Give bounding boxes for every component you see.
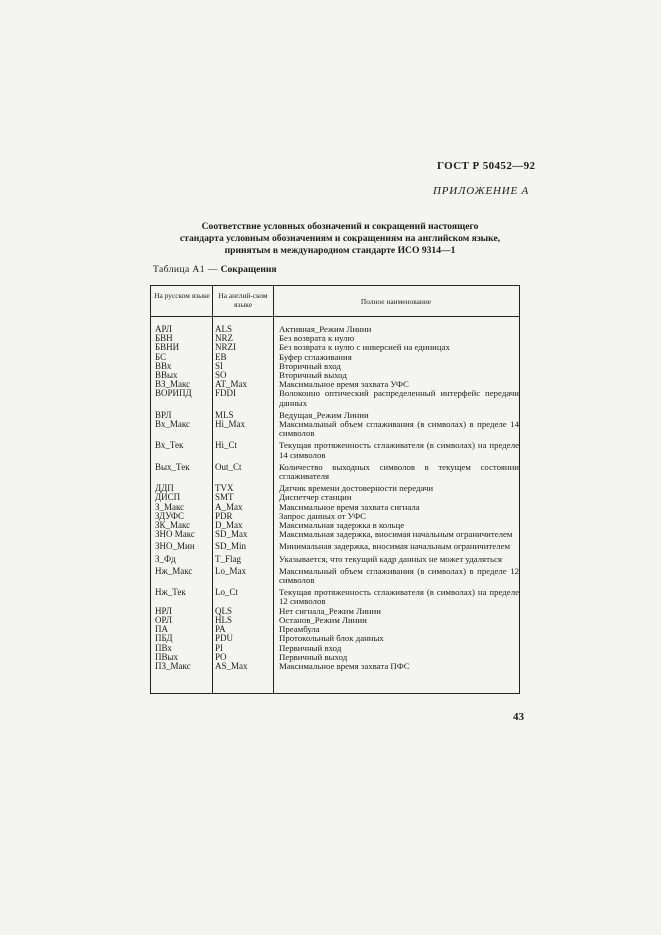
full-name: Буфер сглаживания xyxy=(279,351,352,362)
abbr-english: Lo_Ct xyxy=(215,588,239,598)
abbr-russian: БВНИ xyxy=(155,343,180,353)
abbr-russian: Вх_Тек xyxy=(155,441,184,451)
full-name: Максимальная задержка в кольце xyxy=(279,520,405,531)
abbr-english: D_Max xyxy=(215,521,243,531)
abbr-russian: ПВых xyxy=(155,652,179,662)
abbr-english: NRZ xyxy=(215,334,233,344)
abbr-russian: ВЗ_Макс xyxy=(155,380,191,390)
table-row xyxy=(151,567,519,585)
abbr-english: PI xyxy=(215,643,224,653)
full-name: Максимальная задержка, вносимая начальным ограничителем xyxy=(279,529,513,540)
abbr-russian: НРЛ xyxy=(155,606,172,616)
abbr-russian: ВОРИПД xyxy=(155,389,192,399)
abbr-russian: З_Фд xyxy=(155,554,176,564)
abbr-russian: ЗДУФС xyxy=(155,511,185,521)
table-caption-prefix: Таблица А1 — xyxy=(153,264,218,275)
full-name: Нет сигнала_Режим Линии xyxy=(279,605,381,616)
full-name: Преамбула xyxy=(279,624,320,635)
header-russian: На русском языке xyxy=(154,291,210,300)
table-row xyxy=(151,463,519,481)
abbr-russian: ДИСП xyxy=(155,493,181,503)
table-caption xyxy=(153,264,277,275)
full-name: Без возврата к нулю xyxy=(279,333,355,344)
abbr-english: Hi_Max xyxy=(215,420,245,430)
abbr-english: HLS xyxy=(215,615,233,625)
table-row xyxy=(151,441,519,459)
abbr-english: FDDI xyxy=(215,389,237,399)
abbr-english: A_Max xyxy=(215,502,243,512)
full-name: Первичный вход xyxy=(279,642,342,653)
abbr-russian: ПА xyxy=(155,625,168,635)
table-row xyxy=(151,588,519,606)
abbr-russian: Вых_Тек xyxy=(155,462,190,472)
abbr-russian: ВВх xyxy=(155,361,172,371)
full-name: Запрос данных от УФС xyxy=(279,510,367,521)
abbr-english: TVX xyxy=(215,484,234,494)
standard-number: ГОСТ Р 50452—92 xyxy=(437,160,536,172)
table-row xyxy=(151,420,519,438)
abbr-english: PO xyxy=(215,652,227,662)
full-name: Максимальное время захвата сигнала xyxy=(279,501,420,512)
page-number: 43 xyxy=(513,711,524,723)
full-name: Количество выходных символов в текущем состоянии сглаживателя xyxy=(279,461,519,482)
title-line: принятым в международном стандарте ИСО 9314—1 xyxy=(224,245,456,256)
full-name: Активная_Режим Линии xyxy=(279,324,372,334)
table-row xyxy=(151,389,519,407)
abbr-russian: Нж_Макс xyxy=(155,566,193,576)
full-name: Максимальное время захвата УФС xyxy=(279,379,409,390)
table-header xyxy=(151,285,519,317)
table-caption-name: Сокращения xyxy=(220,264,277,275)
abbr-russian: ОРЛ xyxy=(155,615,172,625)
full-name: Максимальное время захвата ПФС xyxy=(279,660,410,671)
abbr-russian: ПВх xyxy=(155,643,172,653)
full-name: Текущая протяженность сглаживателя (в символах) на пределе 12 символов xyxy=(279,587,519,607)
abbr-english: T_Flag xyxy=(215,554,241,564)
abbr-russian: З_Макс xyxy=(155,502,185,512)
full-name: Вторичный вход xyxy=(279,360,341,371)
abbr-english: PDR xyxy=(215,511,233,521)
abbr-russian: ЗНО Макс xyxy=(155,530,195,540)
abbr-english: Hi_Ct xyxy=(215,441,238,451)
title-line: стандарта условным обозначениям и сокращениям на английском языке, xyxy=(179,233,501,244)
abbr-english: Lo_Max xyxy=(215,566,246,576)
abbr-english: SI xyxy=(215,361,224,371)
full-name: Указывается, что текущий кадр данных не может удаляться xyxy=(279,553,502,564)
document-title xyxy=(150,221,530,257)
full-name: Датчик времени достоверности передачи xyxy=(279,483,434,494)
table-row xyxy=(151,530,519,539)
full-name: Текущая протяженность сглаживателя (в символах) на пределе 14 символов xyxy=(279,440,519,460)
abbr-english: PDU xyxy=(215,634,234,644)
abbr-english: SO xyxy=(215,371,227,381)
table-row xyxy=(151,542,519,551)
abbr-russian: БС xyxy=(155,352,167,362)
header-english: На англий-ском языке xyxy=(218,291,268,309)
table-row xyxy=(151,616,519,625)
abbr-russian: ПЗ_Макс xyxy=(155,661,191,671)
abbr-russian: ЗНО_Мин xyxy=(155,542,195,552)
full-name: Протокольный блок данных xyxy=(279,633,384,644)
annex-label: ПРИЛОЖЕНИЕ А xyxy=(433,185,530,197)
abbr-russian: ЗК_Макс xyxy=(155,521,191,531)
abbr-english: NRZI xyxy=(215,343,236,353)
table-row xyxy=(151,662,519,671)
title-line: Соответствие условных обозначений и сокращений настоящего xyxy=(201,221,479,232)
table-row xyxy=(151,555,519,564)
full-name: Без возврата к нулю с инверсией на единицах xyxy=(279,342,450,353)
abbr-english: AS_Max xyxy=(215,661,248,671)
abbr-english: ALS xyxy=(215,325,233,334)
full-name: Максимальный объем сглаживания (в символах) в пределе 14 символов xyxy=(279,419,519,439)
abbr-english: SD_Min xyxy=(215,542,247,552)
abbr-english: QLS xyxy=(215,606,233,616)
abbreviations-table xyxy=(150,285,520,694)
abbr-russian: ДДП xyxy=(155,484,174,494)
abbr-english: PA xyxy=(215,625,226,635)
abbr-russian: ВВых xyxy=(155,371,178,381)
abbr-russian: Нж_Тек xyxy=(155,588,186,598)
full-name: Вторичный выход xyxy=(279,370,347,381)
abbr-english: SMT xyxy=(215,493,234,503)
full-name: Диспетчер станции xyxy=(279,492,352,503)
full-name: Волоконно оптический распределенный интерфейс передачи данных xyxy=(279,388,519,408)
abbr-english: AT_Max xyxy=(215,380,247,390)
header-full-name: Полное наименование xyxy=(360,297,432,306)
abbr-english: SD_Max xyxy=(215,530,248,540)
abbr-russian: ПБД xyxy=(155,634,173,644)
full-name: Первичный выход xyxy=(279,651,348,662)
abbr-english: EB xyxy=(215,352,227,362)
abbr-russian: АРЛ xyxy=(155,325,172,334)
abbr-russian: БВН xyxy=(155,334,173,344)
table-body xyxy=(151,325,519,671)
full-name: Останов_Режим Линии xyxy=(279,614,367,625)
abbr-english: MLS xyxy=(215,410,234,420)
abbr-russian: ВРЛ xyxy=(155,410,172,420)
abbr-russian: Вх_Макс xyxy=(155,420,191,430)
abbr-english: Out_Ct xyxy=(215,462,242,472)
full-name: Минимальная задержка, вносимая начальным ограничителем xyxy=(279,541,511,552)
full-name: Максимальный объем сглаживания (в символах) в пределе 12 символов xyxy=(279,565,519,586)
full-name: Ведущая_Режим Линии xyxy=(279,409,369,420)
